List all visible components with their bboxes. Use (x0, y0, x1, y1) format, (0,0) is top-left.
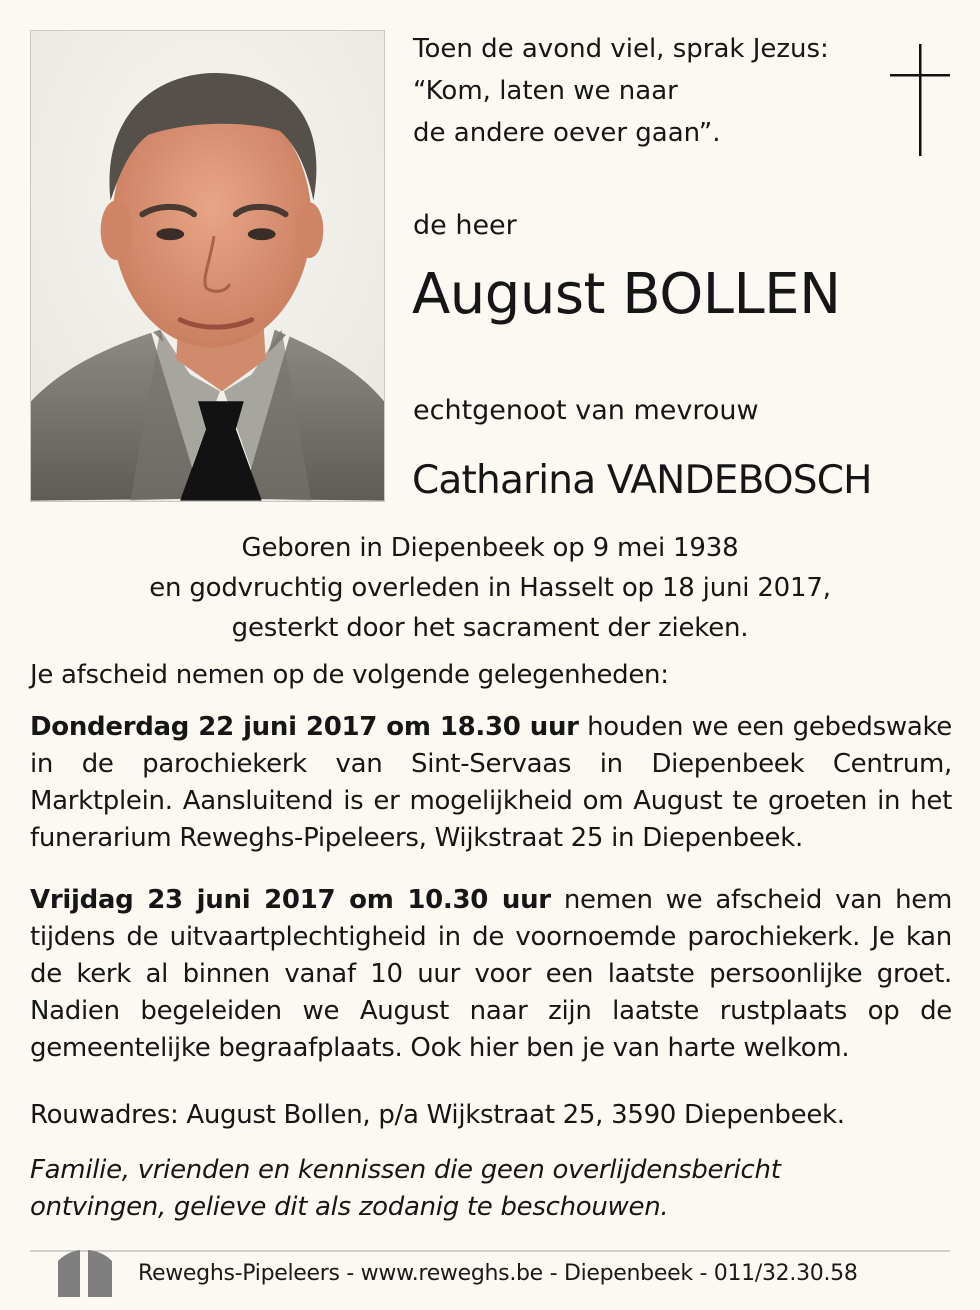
birth-death-info (0, 528, 980, 648)
birth-line-1: Geboren in Diepenbeek op 9 mei 1938 (241, 533, 739, 563)
birth-line-2: en godvruchtig overleden in Hasselt op 18 juni 2017, (149, 573, 831, 603)
mourning-address: Rouwadres: August Bollen, p/a Wijkstraat 25, 3590 Diepenbeek. (30, 1100, 845, 1130)
portrait-photo (30, 30, 385, 502)
note-line-2: ontvingen, gelieve dit als zodanig te beschouwen. (30, 1192, 669, 1222)
funeral-date: Vrijdag 23 juni 2017 om 10.30 uur (30, 885, 551, 915)
spouse-name: Catharina VANDEBOSCH (412, 458, 872, 503)
footer-contact: Reweghs-Pipeleers - www.reweghs.be - Diepenbeek - 011/32.30.58 (138, 1261, 858, 1286)
quote-line-3: de andere oever gaan”. (413, 118, 721, 148)
quote-line-2: “Kom, laten we naar (413, 76, 678, 106)
note-line-1: Familie, vrienden en kennissen die geen overlijdensbericht (30, 1155, 781, 1185)
funeral-text: nemen we afscheid van hem tijdens de uitvaartplechtigheid in de voornoemde parochiekerk. Je kan de kerk al binnen vanaf 10 uur voor een laatste persoonlijke groet. Nadien begeleiden we August naar zijn laatste rustplaats op de gemeentelijke begraafplaats. Ook hier ben je van harte welkom. (30, 885, 952, 1063)
funeral-paragraph (30, 882, 952, 1067)
deceased-name: August BOLLEN (412, 262, 841, 327)
salutation: de heer (413, 210, 517, 241)
quote-line-1: Toen de avond viel, sprak Jezus: (413, 34, 829, 64)
bible-quote (413, 28, 873, 154)
spouse-intro: echtgenoot van mevrouw (413, 395, 759, 426)
funeral-home-logo-icon (58, 1247, 112, 1297)
portrait-illustration (31, 31, 384, 501)
vigil-paragraph (30, 709, 952, 857)
footer-divider (30, 1250, 950, 1252)
farewell-intro: Je afscheid nemen op de volgende gelegenheden: (30, 660, 669, 690)
vigil-text: houden we een gebedswake in de parochiekerk van Sint-Servaas in Diepenbeek Centrum, Marktplein. Aansluitend is er mogelijkheid om August te groeten in het funerarium Reweghs-Pipeleers, Wijkstraat 25 in Diepenbeek. (30, 712, 952, 853)
birth-line-3: gesterkt door het sacrament der zieken. (231, 613, 749, 643)
vigil-date: Donderdag 22 juni 2017 om 18.30 uur (30, 712, 579, 742)
cross-icon (890, 44, 950, 156)
notice-note (30, 1152, 952, 1226)
